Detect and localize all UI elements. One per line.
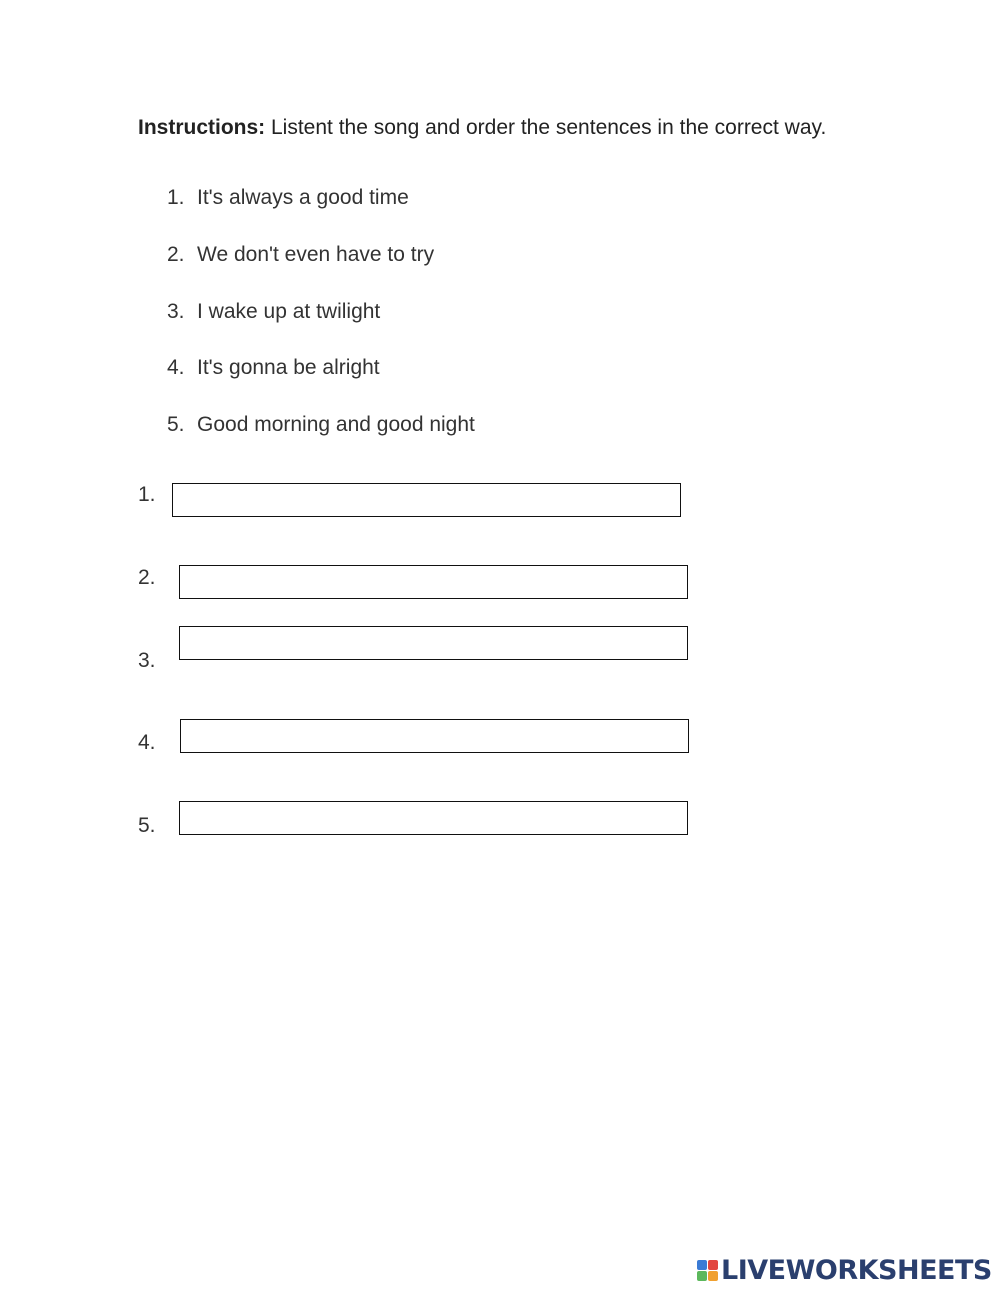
- sentence-number: 4.: [167, 356, 185, 379]
- instructions-text: Listent the song and order the sentences in the correct way.: [265, 116, 827, 139]
- instructions: [138, 114, 868, 142]
- answer-field-2[interactable]: [179, 565, 688, 599]
- sentence-number: 3.: [167, 300, 185, 323]
- logo-text: LIVEWORKSHEETS: [721, 1254, 992, 1286]
- answer-number: 5.: [138, 814, 156, 837]
- sentence-text: It's gonna be alright: [197, 356, 380, 379]
- sentence-number: 5.: [167, 413, 185, 436]
- liveworksheets-logo: [697, 1255, 992, 1285]
- answer-field-3[interactable]: [179, 626, 688, 660]
- logo-blocks-icon: [697, 1260, 718, 1281]
- sentence-number: 1.: [167, 186, 185, 209]
- logo-block-orange: [708, 1271, 718, 1281]
- answer-field-4[interactable]: [180, 719, 689, 753]
- sentence-text: Good morning and good night: [197, 413, 475, 436]
- sentence-item: [167, 184, 409, 212]
- sentence-text: I wake up at twilight: [197, 300, 381, 323]
- answer-number: 1.: [138, 483, 156, 506]
- answer-field-5[interactable]: [179, 801, 688, 835]
- sentence-item: [167, 241, 434, 269]
- sentence-text: We don't even have to try: [197, 243, 435, 266]
- sentence-text: It's always a good time: [197, 186, 409, 209]
- answer-number: 3.: [138, 649, 156, 672]
- sentence-item: [167, 411, 475, 439]
- logo-block-green: [697, 1271, 707, 1281]
- answer-field-1[interactable]: [172, 483, 681, 517]
- answer-number: 2.: [138, 566, 156, 589]
- sentence-number: 2.: [167, 243, 185, 266]
- instructions-label: Instructions:: [138, 116, 266, 139]
- sentence-item: [167, 354, 380, 382]
- sentence-item: [167, 298, 380, 326]
- logo-block-blue: [697, 1260, 707, 1270]
- logo-block-red: [708, 1260, 718, 1270]
- answer-number: 4.: [138, 731, 156, 754]
